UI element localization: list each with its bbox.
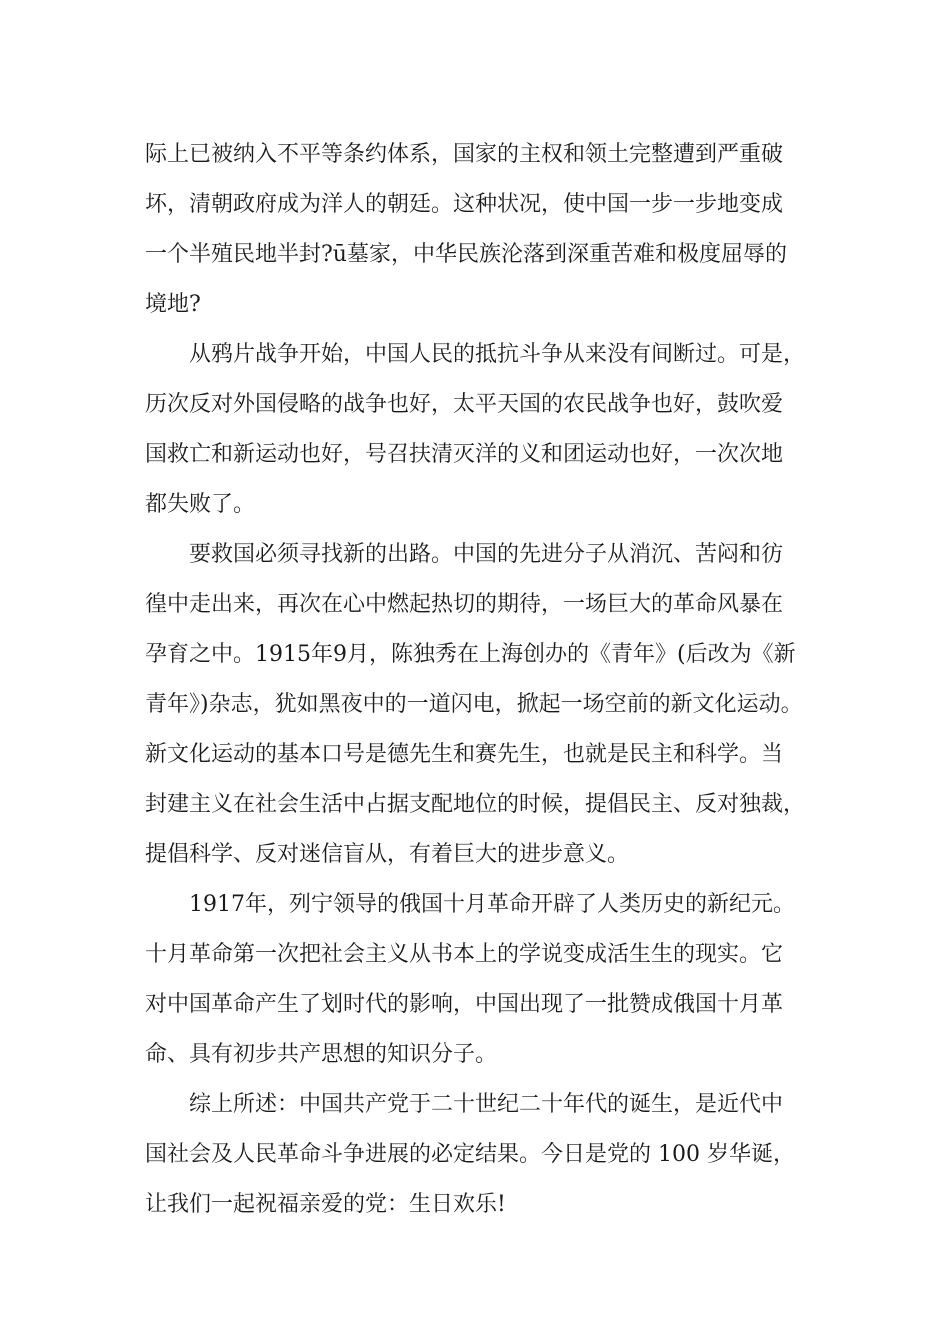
text-line: 一个半殖民地半封?ū墓家，中华民族沦落到深重苦难和极度屈辱的 [145, 242, 787, 267]
text-line: 坏，清朝政府成为洋人的朝廷。这种状况，使中国一步一步地变成 [145, 192, 784, 217]
paragraph-1 [145, 130, 835, 330]
text-line: 从鸦片战争开始，中国人民的抵抗斗争从来没有间断过。可是， [189, 342, 806, 367]
text-line: 历次反对外国侵略的战争也好，太平天国的农民战争也好，鼓吹爱 [145, 392, 784, 417]
text-line: 青年》)杂志，犹如黑夜中的一道闪电，掀起一场空前的新文化运动。 [145, 692, 803, 717]
text-line: 综上所述：中国共产党于二十世纪二十年代的诞生，是近代中 [189, 1092, 784, 1117]
text-line: 提倡科学、反对迷信盲从，有着巨大的进步意义。 [145, 842, 630, 867]
text-line: 境地? [145, 292, 201, 317]
text-line: 新文化运动的基本口号是德先生和赛先生，也就是民主和科学。当 [145, 742, 784, 767]
document-body [145, 130, 835, 1230]
text-line: 都失败了。 [145, 492, 256, 517]
paragraph-3 [145, 530, 835, 880]
text-line: 际上已被纳入不平等条约体系，国家的主权和领土完整遭到严重破 [145, 142, 784, 167]
paragraph-2 [145, 330, 835, 530]
paragraph-5 [145, 1080, 835, 1230]
text-line: 对中国革命产生了划时代的影响，中国出现了一批赞成俄国十月革 [145, 992, 784, 1017]
text-line: 徨中走出来，再次在心中燃起热切的期待，一场巨大的革命风暴在 [145, 592, 784, 617]
text-line: 国社会及人民革命斗争进展的必定结果。今日是党的 100 岁华诞， [145, 1142, 795, 1167]
paragraph-4 [145, 880, 835, 1080]
text-line: 孕育之中。1915年9月，陈独秀在上海创办的《青年》(后改为《新 [145, 642, 796, 667]
text-line: 十月革命第一次把社会主义从书本上的学说变成活生生的现实。它 [145, 942, 784, 967]
text-line: 命、具有初步共产思想的知识分子。 [145, 1042, 498, 1067]
text-line: 1917年，列宁领导的俄国十月革命开辟了人类历史的新纪元。 [189, 892, 795, 917]
text-line: 让我们一起祝福亲爱的党：生日欢乐! [145, 1192, 506, 1217]
text-line: 国救亡和新运动也好，号召扶清灭洋的义和团运动也好，一次次地 [145, 442, 784, 467]
text-line: 要救国必须寻找新的出路。中国的先进分子从消沉、苦闷和彷 [189, 542, 784, 567]
text-line: 封建主义在社会生活中占据支配地位的时候，提倡民主、反对独裁， [145, 792, 806, 817]
